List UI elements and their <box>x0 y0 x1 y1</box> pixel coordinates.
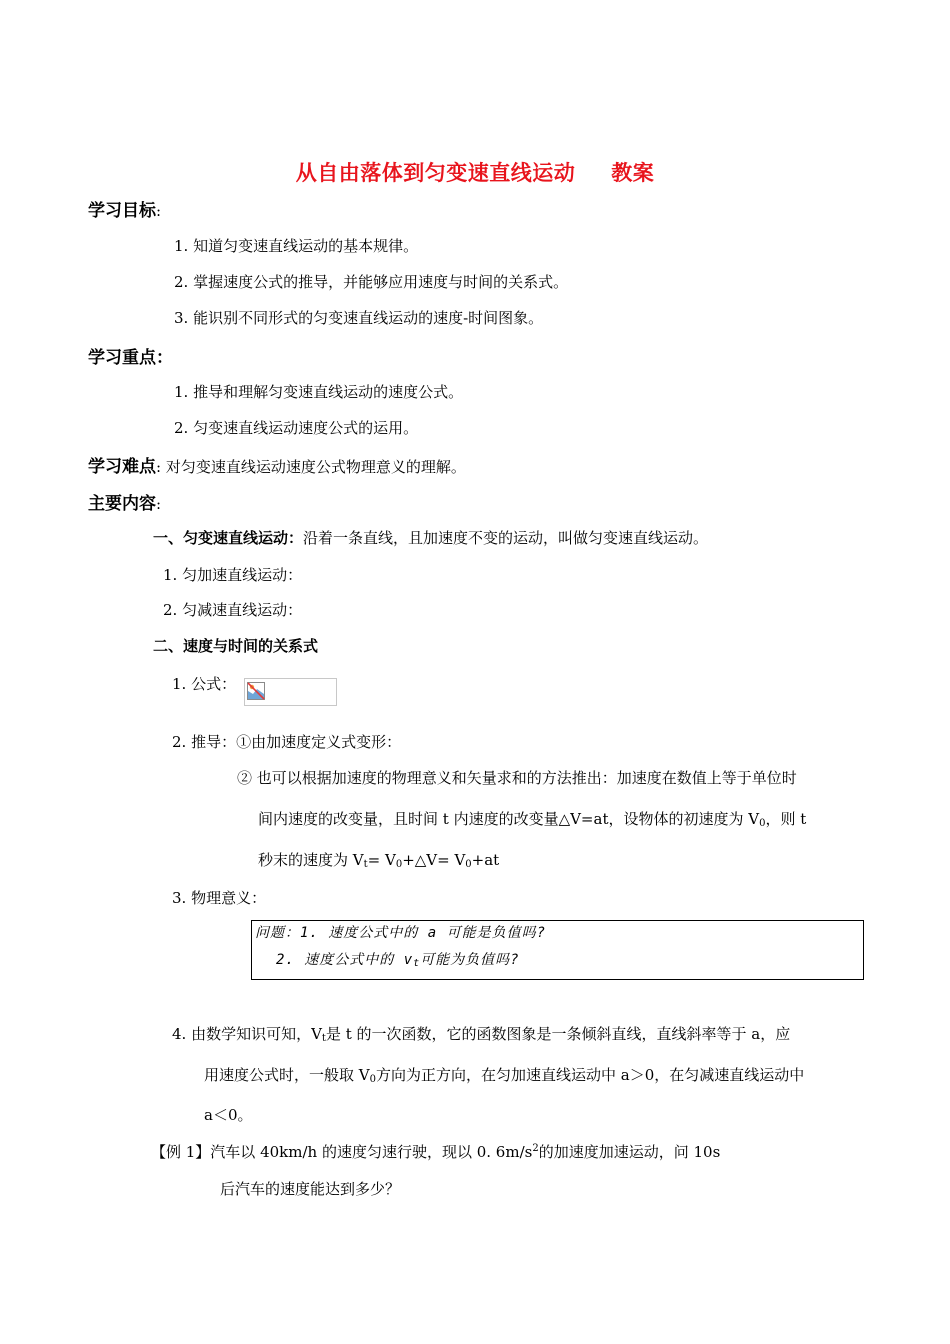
derivation2-line3-c: +△V= V <box>402 851 466 869</box>
title-main: 从自由落体到匀变速直线运动 <box>295 161 576 185</box>
objective-item-3: 3. 能识别不同形式的匀变速直线运动的速度-时间图象。 <box>174 309 544 327</box>
example1-line1 <box>151 1141 720 1162</box>
section2-heading: 二、速度与时间的关系式 <box>153 637 319 655</box>
derivation2-line2-a: 间内速度的改变量，且时间 t 内速度的改变量△V=at，设物体的初速度为 V <box>258 810 760 828</box>
formula-label: 1. 公式： <box>172 675 237 693</box>
section1-item-1: 1. 匀加速直线运动： <box>163 566 303 584</box>
derivation2-line3-sub1: t <box>363 859 368 870</box>
question-2-sub: t <box>413 958 421 969</box>
difficulty-line <box>88 452 466 477</box>
key-points-heading: 学习重点： <box>88 348 173 368</box>
objectives-heading: 学习目标 <box>88 201 156 221</box>
derivation2-line1: ② 也可以根据加速度的物理意义和矢量求和的方法推出：加速度在数值上等于单位时 <box>237 769 797 787</box>
main-content-heading-line <box>88 489 161 514</box>
question-2-b: 可能为负值吗? <box>420 952 520 968</box>
main-content-heading: 主要内容 <box>88 494 156 514</box>
derivation-label: 2. 推导：①由加速度定义式变形： <box>172 733 402 751</box>
objectives-heading-line <box>88 196 161 221</box>
derivation2-line3 <box>258 849 499 870</box>
formula-image-placeholder <box>244 678 337 706</box>
example1-line1-b: 的加速度加速运动，问 10s <box>538 1143 721 1161</box>
objective-item-1: 1. 知道匀变速直线运动的基本规律。 <box>174 237 419 255</box>
example1-line2: 后汽车的速度能达到多少？ <box>220 1180 401 1198</box>
question-2 <box>276 949 520 969</box>
derivation2-line3-d: +at <box>471 851 500 869</box>
derivation2-line2-sub: 0 <box>759 818 766 829</box>
key-point-item-1: 1. 推导和理解匀变速直线运动的速度公式。 <box>174 383 464 401</box>
point4-line2-b: 方向为正方向，在匀加速直线运动中 a＞0，在匀减速直线运动中 <box>375 1066 805 1084</box>
point4-line1-b: 是 t 的一次函数，它的函数图象是一条倾斜直线，直线斜率等于 a，应 <box>325 1025 791 1043</box>
derivation2-line3-sub2: 0 <box>395 859 403 870</box>
main-content-colon: : <box>156 495 162 513</box>
point4-line2-sub: 0 <box>369 1074 376 1085</box>
section1-heading: 一、匀变速直线运动： <box>153 529 304 547</box>
page-title <box>0 157 950 187</box>
point4-line3: a＜0。 <box>204 1106 253 1124</box>
point4-line1 <box>172 1023 790 1044</box>
meaning-label: 3. 物理意义： <box>172 889 267 907</box>
point4-line1-a: 4. 由数学知识可知，V <box>172 1025 322 1043</box>
derivation2-line3-a: 秒末的速度为 V <box>258 851 364 869</box>
derivation2-line2-b: ，则 t <box>765 810 807 828</box>
objectives-colon: : <box>156 202 162 220</box>
key-point-item-2: 2. 匀变速直线运动速度公式的运用。 <box>174 419 419 437</box>
derivation2-line2 <box>258 808 806 829</box>
broken-image-icon <box>247 682 265 700</box>
question-2-a: 2. 速度公式中的 v <box>276 952 414 968</box>
difficulty-heading: 学习难点 <box>88 457 156 477</box>
question-1: 问题：1. 速度公式中的 a 可能是负值吗? <box>255 925 547 941</box>
point4-line1-sub: t <box>321 1033 326 1044</box>
derivation2-line3-b: = V <box>367 851 396 869</box>
difficulty-text: : 对匀变速直线运动速度公式物理意义的理解。 <box>156 458 466 476</box>
section1-text: 沿着一条直线，且加速度不变的运动，叫做匀变速直线运动。 <box>303 529 709 547</box>
section1-line <box>153 527 708 548</box>
objective-item-2: 2. 掌握速度公式的推导，并能够应用速度与时间的关系式。 <box>174 273 569 291</box>
title-suffix: 教案 <box>611 161 655 185</box>
example1-line1-sup: 2 <box>532 1143 539 1154</box>
example1-line1-a: 【例 1】汽车以 40km/h 的速度匀速行驶，现以 0. 6m/s <box>151 1143 533 1161</box>
point4-line2-a: 用速度公式时，一般取 V <box>204 1066 370 1084</box>
section1-item-2: 2. 匀减速直线运动： <box>163 601 303 619</box>
derivation2-line3-sub3: 0 <box>465 859 472 870</box>
point4-line2 <box>204 1064 804 1085</box>
